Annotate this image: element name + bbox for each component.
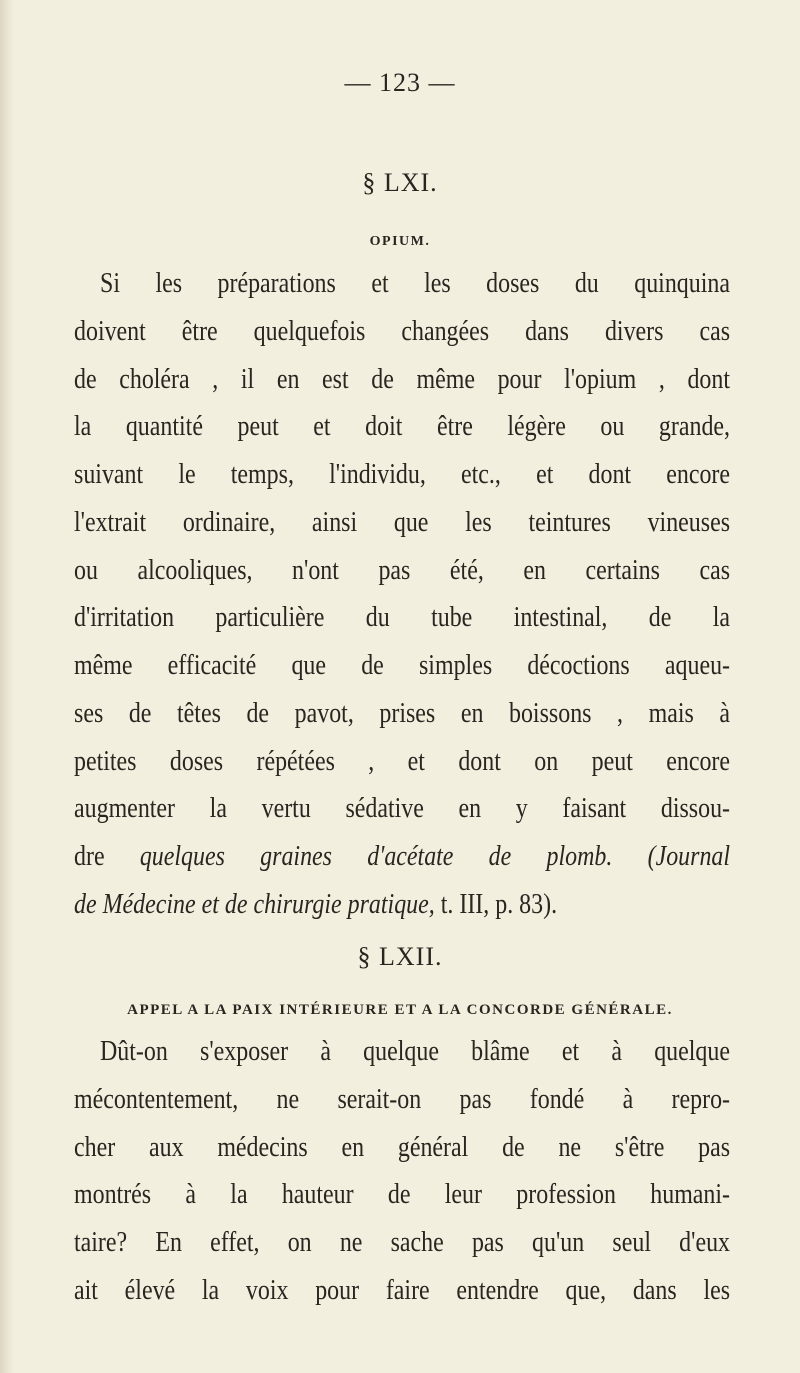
text-line-citation — [74, 839, 730, 875]
citation-reference: t. III, p. 83). — [434, 889, 558, 920]
text-line: petites doses répétées , et dont on peut encore — [74, 746, 731, 777]
text-line: même efficacité que de simples décoctions aqueu- — [74, 650, 731, 681]
text-line: montrés à la hauteur de leur profession humani- — [74, 1179, 731, 1210]
text-line: la quantité peut et doit être légère ou grande, — [74, 411, 731, 442]
citation-italic: quelques graines d'acétate de plomb. (Journal — [139, 841, 731, 872]
text-line: mécontentement, ne serait-on pas fondé à repro- — [74, 1084, 731, 1115]
text-line: ait élevé la voix pour faire entendre que, dans les — [74, 1275, 731, 1306]
text-line: l'extrait ordinaire, ainsi que les teintures vineuses — [74, 507, 731, 538]
citation-italic: de Médecine et de chirurgie pratique, — [74, 889, 435, 920]
text-line: d'irritation particulière du tube intestinal, de la — [74, 602, 731, 633]
text-line: suivant le temps, l'individu, etc., et dont encore — [74, 459, 731, 490]
text-line: ses de têtes de pavot, prises en boissons , mais à — [74, 698, 731, 729]
section-mark-lxi: § LXI. — [362, 168, 438, 197]
text-line: cher aux médecins en général de ne s'être pas — [74, 1132, 731, 1163]
text-line: taire? En effet, on ne sache pas qu'un seul d'eux — [74, 1227, 731, 1258]
text-line: augmenter la vertu sédative en y faisant dissou- — [74, 793, 731, 824]
text-line: Si les préparations et les doses du quinquina — [100, 268, 730, 299]
page-edge-shadow — [0, 0, 14, 1373]
text-line: doivent être quelquefois changées dans divers cas — [74, 316, 731, 347]
text-line: ou alcooliques, n'ont pas été, en certains cas — [74, 555, 731, 586]
section-title-opium: OPIUM. — [369, 234, 431, 249]
section-mark-lxii: § LXII. — [357, 942, 443, 971]
text-line: de choléra , il en est de même pour l'opium , dont — [74, 364, 731, 395]
page-number: — 123 — — [344, 68, 456, 97]
text-line-citation-end — [74, 887, 730, 923]
text-line: Dût-on s'exposer à quelque blâme et à quelque — [100, 1036, 730, 1067]
section-title-appel: APPEL A LA PAIX INTÉRIEURE ET A LA CONCORDE GÉNÉRALE. — [127, 1002, 673, 1018]
text-roman: dre — [74, 841, 140, 872]
